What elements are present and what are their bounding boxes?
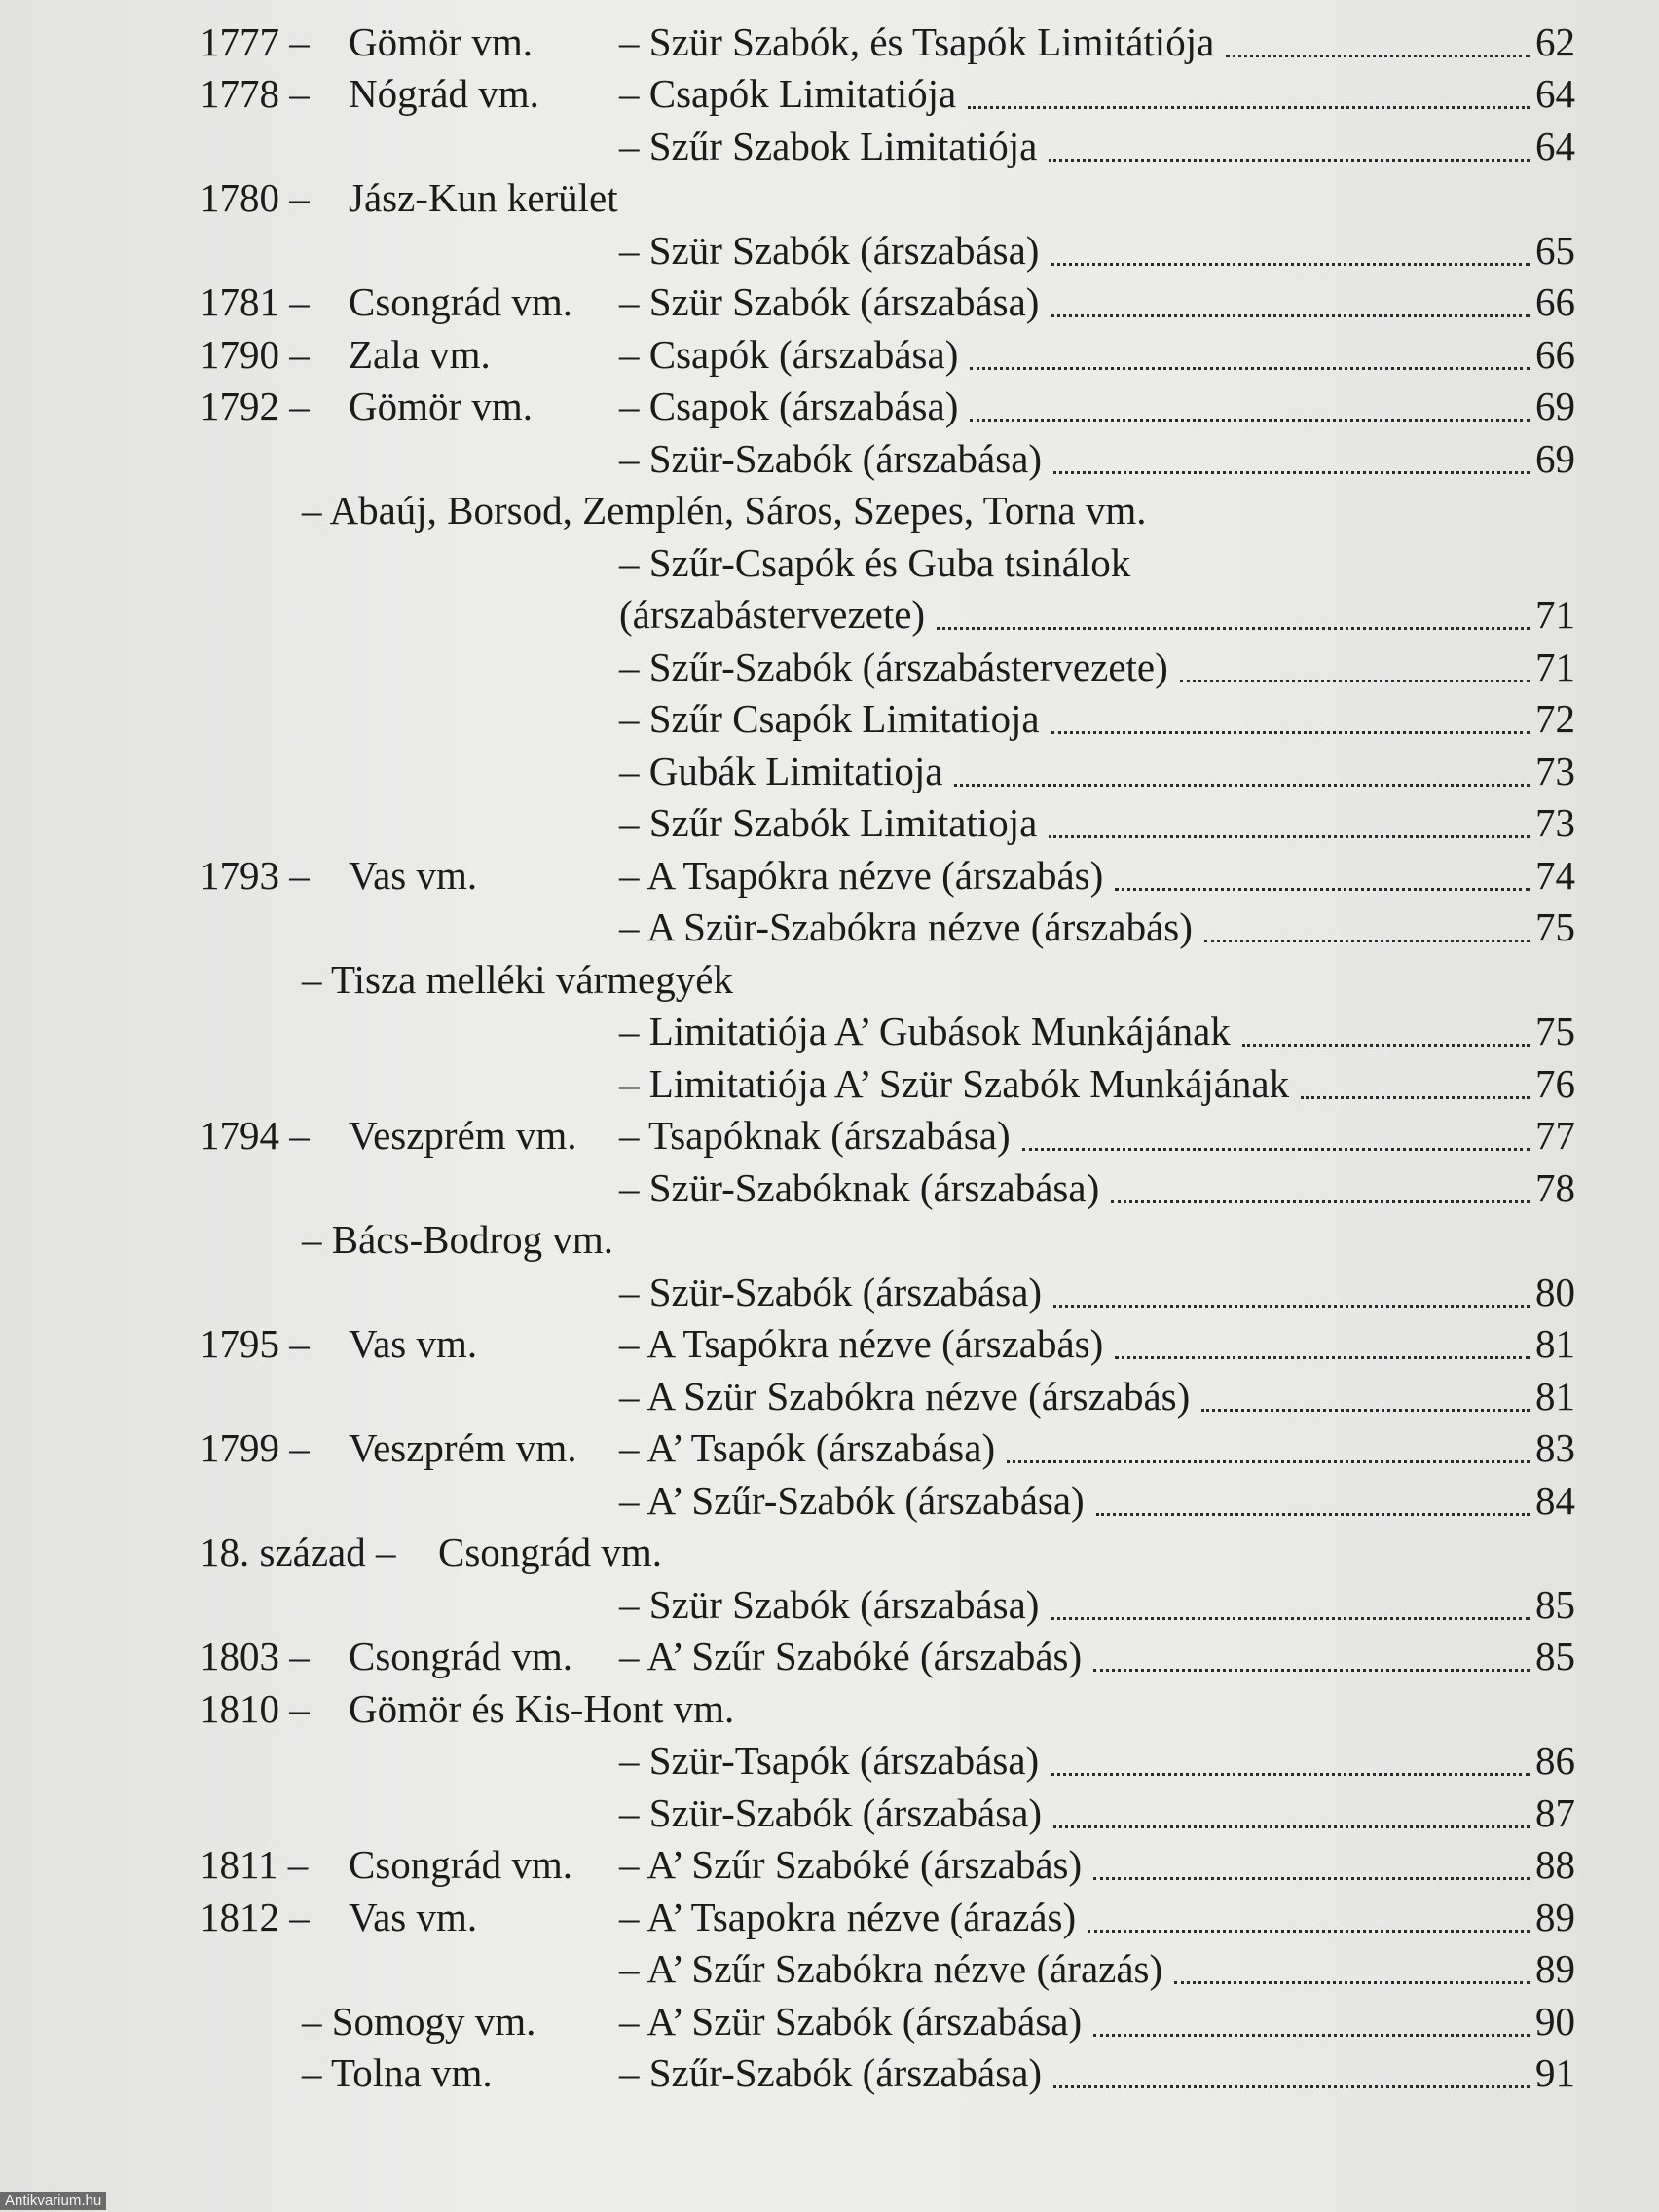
toc-title: – A’ Tsapók (árszabása) [619, 1425, 996, 1470]
toc-year: 18. század – [200, 1530, 396, 1574]
toc-line [0, 1682, 1659, 1735]
toc-title: – Szür Szabók (árszabása) [619, 279, 1040, 324]
toc-entry [619, 2046, 1575, 2099]
leader-dots [1053, 1825, 1530, 1828]
toc-line [0, 380, 1659, 432]
toc-title: – Szür Szabók, és Tsapók Limitátiója [619, 19, 1215, 64]
toc-entry [619, 1370, 1575, 1422]
toc-page-number: 89 [1535, 1895, 1575, 1939]
toc-page-number: 86 [1535, 1738, 1575, 1783]
toc-title: – A’ Szűr Szabóké (árszabás) [619, 1842, 1083, 1887]
toc-page-number: 66 [1535, 279, 1575, 324]
toc-page-number: 62 [1535, 19, 1575, 64]
toc-year: 1792 – [200, 384, 310, 428]
toc-title: – A’ Szűr Szabókra nézve (árazás) [619, 1946, 1163, 1991]
toc-title: – A Tsapókra nézve (árszabás) [619, 853, 1104, 898]
toc-line [0, 953, 1659, 1006]
leader-dots [1115, 1356, 1530, 1359]
leader-dots [1051, 1617, 1530, 1620]
toc-line [0, 432, 1659, 485]
toc-entry [619, 432, 1575, 485]
toc-entry [619, 67, 1575, 120]
toc-page-number: 91 [1535, 2050, 1575, 2095]
toc-entry [619, 536, 1575, 589]
toc-title: – A Szür Szabókra nézve (árszabás) [619, 1374, 1191, 1419]
toc-page-number: 66 [1535, 332, 1575, 377]
toc-title: – Szür Szabók (árszabása) [619, 228, 1040, 273]
toc-entry [619, 1838, 1575, 1891]
toc-entry [619, 745, 1575, 797]
leader-dots [1088, 1930, 1530, 1933]
toc-year: 1812 – [200, 1895, 310, 1939]
toc-line [0, 1057, 1659, 1110]
toc-title: – Limitatiója A’ Gubások Munkájának [619, 1009, 1231, 1053]
toc-year: 1795 – [200, 1321, 310, 1366]
toc-title: – A’ Tsapokra nézve (árazás) [619, 1895, 1077, 1939]
toc-line [0, 1421, 1659, 1474]
toc-entry [619, 641, 1575, 693]
toc-line [0, 1109, 1659, 1161]
toc-entry [619, 901, 1575, 953]
leader-dots [1053, 2085, 1530, 2088]
toc-title: – Csapók Limitatiója [619, 71, 957, 116]
leader-dots [1226, 55, 1530, 57]
leader-dots [970, 367, 1530, 370]
toc-line [0, 328, 1659, 381]
toc-line [0, 1474, 1659, 1527]
toc-line [0, 849, 1659, 902]
toc-region: Csongrád vm. [349, 1842, 573, 1887]
toc-title: – Szür Szabók (árszabása) [619, 1582, 1040, 1627]
toc-entry [619, 1317, 1575, 1370]
toc-line [0, 1578, 1659, 1631]
toc-page-number: 74 [1535, 853, 1575, 898]
toc-line [0, 1995, 1659, 2047]
toc-entry [619, 692, 1575, 745]
toc-year: 1811 – [200, 1842, 309, 1887]
toc-region: – Tolna vm. [302, 2050, 493, 2095]
toc-region: Veszprém vm. [349, 1425, 577, 1470]
toc-line [0, 1891, 1659, 1943]
toc-page-number: 80 [1535, 1270, 1575, 1314]
toc-line [0, 641, 1659, 693]
toc-year: 1790 – [200, 332, 310, 377]
toc-line [0, 1266, 1659, 1318]
toc-page-number: 81 [1535, 1321, 1575, 1366]
leader-dots [1093, 2034, 1530, 2037]
toc-title: – Szűr Csapók Limitatioja [619, 696, 1040, 741]
watermark-label: Antikvarium.hu [0, 2192, 106, 2210]
leader-dots [1174, 1981, 1530, 1984]
toc-entry [619, 1578, 1575, 1631]
toc-line [0, 536, 1659, 589]
toc-page-number: 73 [1535, 800, 1575, 845]
leader-dots [1242, 1044, 1530, 1047]
toc-line [0, 588, 1659, 641]
leader-dots [1022, 1148, 1530, 1151]
toc-year: 1781 – [200, 279, 310, 324]
toc-line [0, 2046, 1659, 2099]
toc-region: Csongrád vm. [349, 279, 573, 324]
leader-dots [968, 106, 1530, 109]
toc-entry [619, 1474, 1575, 1527]
toc-title: – Szür-Szabók (árszabása) [619, 1270, 1043, 1314]
toc-title: – Szűr-Szabók (árszabása) [619, 2050, 1043, 2095]
toc-page-number: 71 [1535, 645, 1575, 689]
toc-line [0, 171, 1659, 224]
toc-line [0, 120, 1659, 172]
toc-region: Vas vm. [349, 1895, 478, 1939]
toc-entry [619, 1266, 1575, 1318]
toc-entry [619, 796, 1575, 849]
toc-region: – Somogy vm. [302, 1999, 536, 2044]
toc-entry [619, 1109, 1575, 1161]
toc-region: Gömör vm. [349, 19, 534, 64]
toc-title: – Szűr-Szabók (árszabástervezete) [619, 645, 1168, 689]
toc-page-number: 65 [1535, 228, 1575, 273]
toc-line [0, 1370, 1659, 1422]
toc-entry [619, 1057, 1575, 1110]
toc-title: – A’ Szür Szabók (árszabása) [619, 1999, 1083, 2044]
toc-page-number: 84 [1535, 1478, 1575, 1523]
leader-dots [1049, 159, 1530, 162]
toc-page-number: 69 [1535, 436, 1575, 481]
leader-dots [1093, 1877, 1530, 1880]
toc-line [0, 1787, 1659, 1839]
leader-dots [1096, 1513, 1530, 1516]
toc-title: – Gubák Limitatioja [619, 749, 943, 793]
leader-dots [1201, 1409, 1530, 1412]
toc-entry [619, 1630, 1575, 1682]
toc-page-number: 69 [1535, 384, 1575, 428]
leader-dots [1053, 1305, 1530, 1308]
toc-title: – A’ Szűr-Szabók (árszabása) [619, 1478, 1085, 1523]
toc-title: – Limitatiója A’ Szür Szabók Munkájának [619, 1061, 1290, 1106]
toc-region: Nógrád vm. [349, 71, 539, 116]
toc-page-number: 64 [1535, 124, 1575, 168]
toc-page-number: 81 [1535, 1374, 1575, 1419]
toc-year: 1777 – [200, 19, 310, 64]
toc-page-number: 72 [1535, 696, 1575, 741]
toc-entry [619, 1005, 1575, 1057]
toc-line [0, 692, 1659, 745]
toc-line [0, 745, 1659, 797]
toc-entry [619, 120, 1575, 172]
toc-entry [619, 16, 1575, 68]
toc-line [0, 1942, 1659, 1995]
toc-page-number: 85 [1535, 1634, 1575, 1678]
toc-title: – A Szür-Szabókra nézve (árszabás) [619, 904, 1193, 949]
toc-entry [619, 1734, 1575, 1787]
toc-line [0, 796, 1659, 849]
toc-title: – A Tsapókra nézve (árszabás) [619, 1321, 1104, 1366]
leader-dots [1204, 940, 1530, 942]
toc-line [0, 276, 1659, 328]
toc-line [0, 484, 1659, 536]
toc-title: – Szür-Tsapók (árszabása) [619, 1738, 1040, 1783]
toc-title: – A’ Szűr Szabóké (árszabás) [619, 1634, 1083, 1678]
leader-dots [1049, 835, 1530, 838]
toc-page-number: 83 [1535, 1425, 1575, 1470]
toc-title: – Szűr Szabók Limitatioja [619, 800, 1038, 845]
toc-entry [619, 1421, 1575, 1474]
toc-page-number: 78 [1535, 1165, 1575, 1210]
toc-entry [619, 380, 1575, 432]
toc-page-number: 73 [1535, 749, 1575, 793]
leader-dots [1111, 1200, 1530, 1203]
toc-year: 1793 – [200, 853, 310, 898]
toc-entry [619, 1891, 1575, 1943]
toc-year: 1794 – [200, 1113, 310, 1158]
leader-dots [1053, 471, 1530, 474]
toc-line [0, 1005, 1659, 1057]
toc-entry [619, 849, 1575, 902]
toc-line [0, 67, 1659, 120]
toc-line [0, 1161, 1659, 1214]
toc-region: Vas vm. [349, 1321, 478, 1366]
toc-title: – Csapók (árszabása) [619, 332, 959, 377]
toc-year: 1810 – [200, 1686, 310, 1731]
leader-dots [1007, 1460, 1530, 1463]
toc-page-number: 85 [1535, 1582, 1575, 1627]
toc-region: Csongrád vm. [349, 1634, 573, 1678]
toc-title: – Szür-Szabók (árszabása) [619, 436, 1043, 481]
toc-line [0, 1526, 1659, 1578]
leader-dots [1301, 1096, 1530, 1099]
toc-title: – Szür-Szabóknak (árszabása) [619, 1165, 1100, 1210]
toc-region: Zala vm. [349, 332, 491, 377]
toc-page-number: 71 [1535, 592, 1575, 637]
toc-year: 1778 – [200, 71, 310, 116]
toc-page-number: 75 [1535, 904, 1575, 949]
leader-dots [954, 784, 1530, 787]
leader-dots [1051, 731, 1530, 734]
leader-dots [1051, 314, 1530, 317]
toc-entry [619, 1161, 1575, 1214]
leader-dots [1093, 1669, 1530, 1672]
toc-line [0, 16, 1659, 68]
toc-entry [619, 1942, 1575, 1995]
toc-title: – Szűr-Csapók és Guba tsinálok [619, 540, 1131, 585]
toc-page-number: 64 [1535, 71, 1575, 116]
toc-year: 1780 – [200, 175, 310, 220]
toc-page-number: 89 [1535, 1946, 1575, 1991]
toc-page-number: 88 [1535, 1842, 1575, 1887]
toc-page-number: 76 [1535, 1061, 1575, 1106]
toc-region: – Abaúj, Borsod, Zemplén, Sáros, Szepes, Torna vm. [302, 488, 1147, 533]
toc-entry [619, 588, 1575, 641]
toc-page-number: 87 [1535, 1790, 1575, 1835]
toc-entry [619, 1995, 1575, 2047]
toc-region: Jász-Kun kerület [349, 175, 618, 220]
toc-entry [619, 276, 1575, 328]
toc-title: – Csapok (árszabása) [619, 384, 959, 428]
toc-title: – Tsapóknak (árszabása) [619, 1113, 1011, 1158]
toc-year: 1799 – [200, 1425, 310, 1470]
toc-line [0, 1317, 1659, 1370]
toc-region: Veszprém vm. [349, 1113, 577, 1158]
toc-line [0, 1630, 1659, 1682]
leader-dots [970, 419, 1530, 422]
toc-year: 1803 – [200, 1634, 310, 1678]
toc-region: – Bács-Bodrog vm. [302, 1217, 613, 1262]
toc-line [0, 1213, 1659, 1266]
toc-region: Gömör és Kis-Hont vm. [349, 1686, 735, 1731]
toc-region: Gömör vm. [349, 384, 534, 428]
toc-line [0, 901, 1659, 953]
leader-dots [1180, 680, 1530, 682]
toc-region: Vas vm. [349, 853, 478, 898]
toc-line [0, 224, 1659, 276]
toc-line [0, 1838, 1659, 1891]
toc-title: – Szűr Szabok Limitatiója [619, 124, 1038, 168]
toc-title: – Szür-Szabók (árszabása) [619, 1790, 1043, 1835]
toc-entry [619, 328, 1575, 381]
toc-entry [619, 1787, 1575, 1839]
toc-region: Csongrád vm. [438, 1530, 663, 1574]
leader-dots [937, 627, 1530, 630]
toc-page-number: 75 [1535, 1009, 1575, 1053]
leader-dots [1051, 263, 1530, 266]
toc-page-number: 90 [1535, 1999, 1575, 2044]
leader-dots [1115, 888, 1530, 891]
toc-line [0, 1734, 1659, 1787]
toc-entry [619, 224, 1575, 276]
toc-title: (árszabástervezete) [619, 592, 926, 637]
toc-region: – Tisza melléki vármegyék [302, 957, 733, 1002]
leader-dots [1051, 1773, 1530, 1776]
toc-page-number: 77 [1535, 1113, 1575, 1158]
